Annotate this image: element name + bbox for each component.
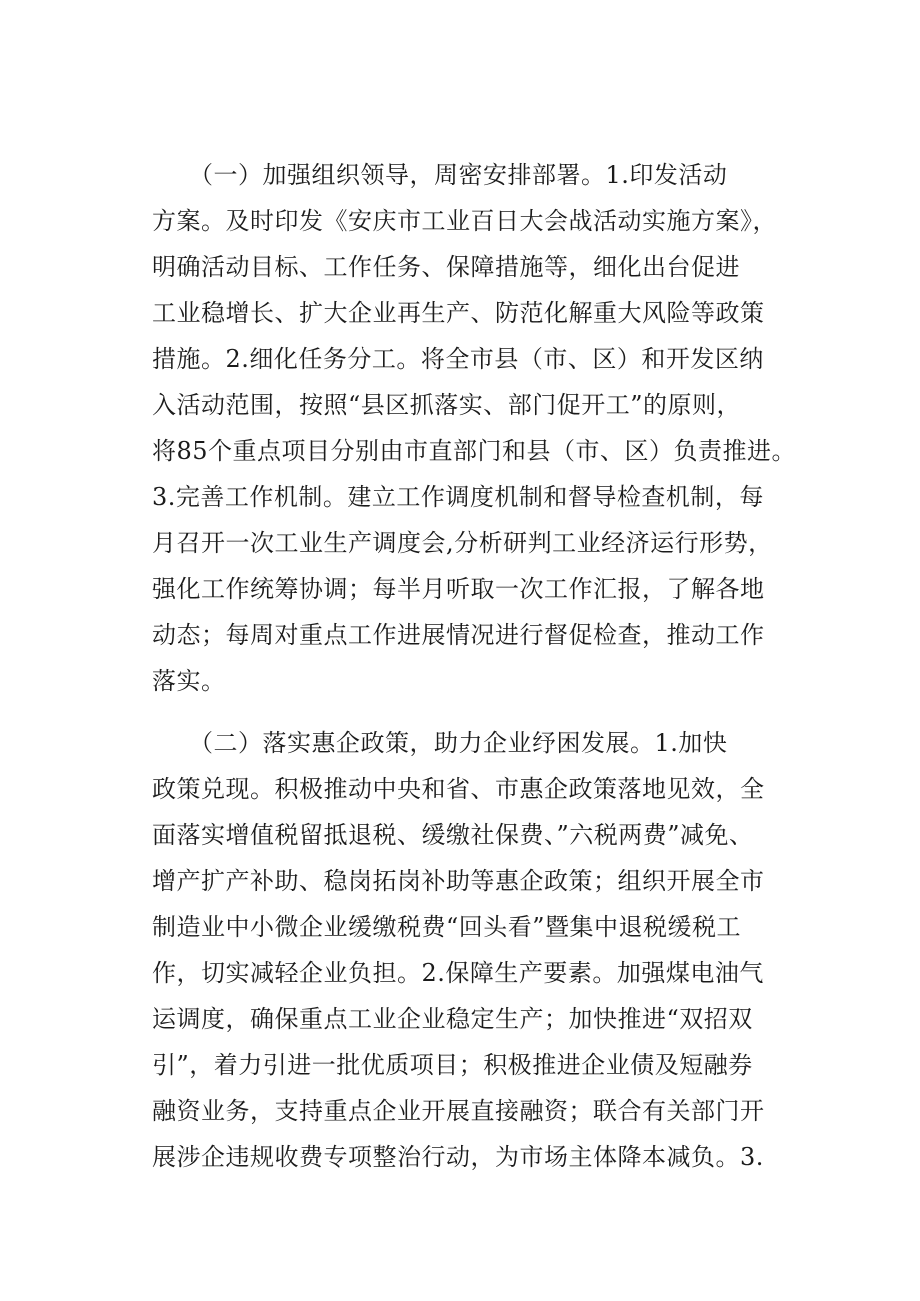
text-line: 运调度，确保重点工业企业稳定生产；加快推进“双招双 <box>152 1005 753 1033</box>
text-line: 措施。2.细化任务分工。将全市县（市、区）和开发区纳 <box>152 345 764 373</box>
text-line: （一）加强组织领导，周密安排部署。1.印发活动 <box>152 161 728 189</box>
paragraph-gap <box>152 704 772 720</box>
document-body <box>152 152 797 1180</box>
text-line: 政策兑现。积极推动中央和省、市惠企政策落地见效，全 <box>152 775 765 803</box>
text-line: 入活动范围，按照“县区抓落实、部门促开工”的原则， <box>152 391 742 419</box>
text-line: 动态；每周对重点工作进展情况进行督促检查，推动工作 <box>152 621 765 649</box>
text-line: 3.完善工作机制。建立工作调度机制和督导检查机制，每 <box>152 483 764 511</box>
text-line: 引”，着力引进一批优质项目；积极推进企业债及短融券 <box>152 1051 753 1079</box>
paragraph-1 <box>152 152 797 704</box>
text-line: 月召开一次工业生产调度会,分析研判工业经济运行形势， <box>152 529 773 557</box>
text-line: 方案。及时印发《安庆市工业百日大会战活动实施方案》， <box>152 207 777 235</box>
text-line: 明确活动目标、工作任务、保障措施等，细化出台促进 <box>152 253 740 281</box>
text-line: 作，切实减轻企业负担。2.保障生产要素。加强煤电油气 <box>152 959 764 987</box>
text-line: （二）落实惠企政策，助力企业纾困发展。1.加快 <box>152 729 728 757</box>
text-line: 增产扩产补助、稳岗拓岗补助等惠企政策；组织开展全市 <box>152 867 765 895</box>
text-line: 制造业中小微企业缓缴税费“回头看”暨集中退税缓税工 <box>152 913 742 941</box>
text-line: 工业稳增长、扩大企业再生产、防范化解重大风险等政策 <box>152 299 765 327</box>
text-line: 融资业务，支持重点企业开展直接融资；联合有关部门开 <box>152 1097 765 1125</box>
text-line: 将85个重点项目分别由市直部门和县（市、区）负责推进。 <box>152 437 797 465</box>
text-line: 落实。 <box>152 667 226 695</box>
text-line: 强化工作统筹协调；每半月听取一次工作汇报，了解各地 <box>152 575 765 603</box>
text-line: 展涉企违规收费专项整治行动，为市场主体降本减负。3. <box>152 1143 764 1171</box>
text-line: 面落实增值税留抵退税、缓缴社保费、”六税两费”减免、 <box>152 821 754 849</box>
paragraph-2 <box>152 720 772 1180</box>
